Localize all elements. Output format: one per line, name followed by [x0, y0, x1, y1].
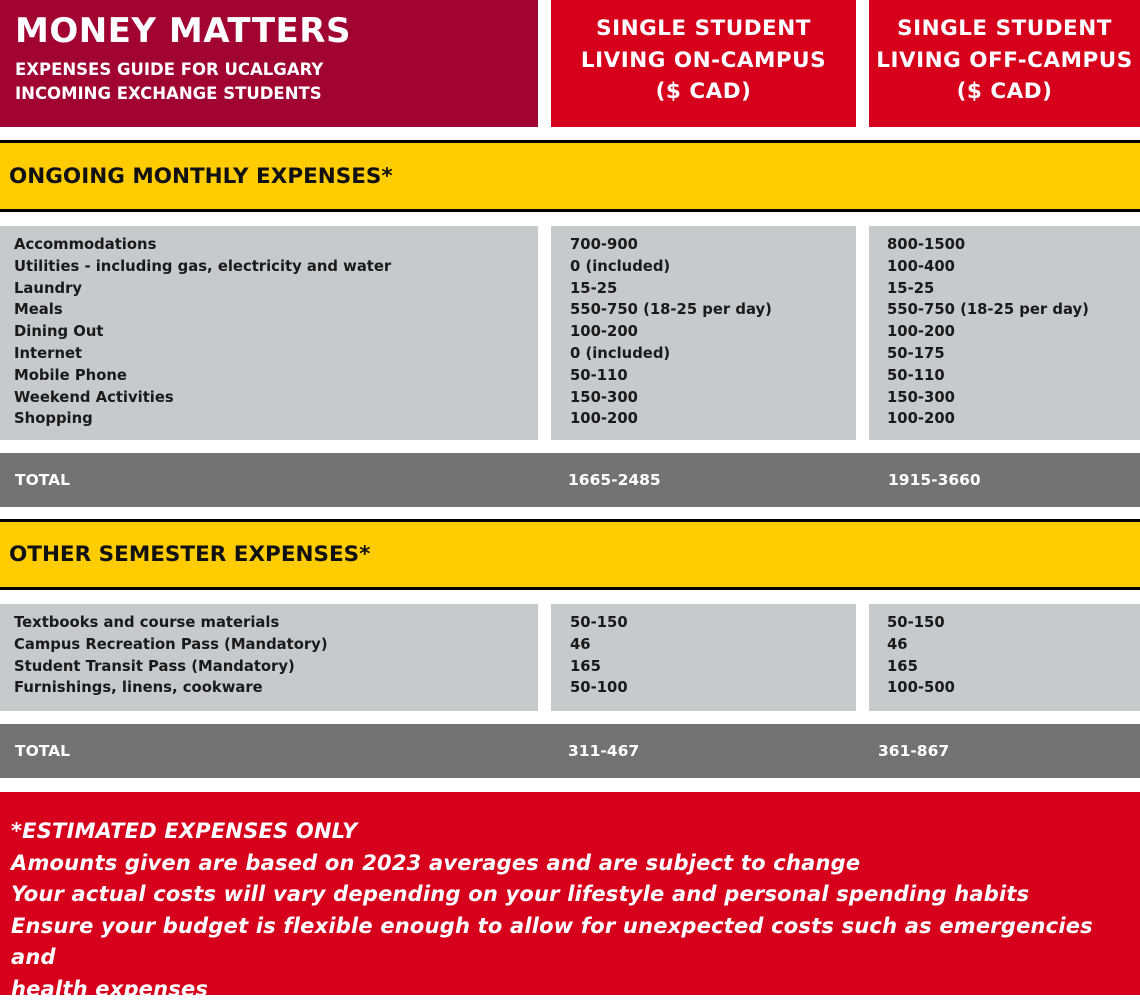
expense-label: Mobile Phone [14, 365, 538, 387]
expense-value: 15-25 [570, 278, 856, 300]
expense-value: 15-25 [887, 278, 1140, 300]
disclaimer-line: health expenses [11, 974, 1110, 1005]
column-header-line: ($ CAD) [551, 76, 856, 108]
disclaimer-line: Your actual costs will vary depending on your lifestyle and personal spending habits [11, 879, 1110, 911]
column-header-line: SINGLE STUDENT [551, 13, 856, 45]
subtitle-line: EXPENSES GUIDE FOR UCALGARY [15, 58, 355, 82]
total-on-campus: 1665-2485 [568, 453, 661, 507]
expense-value: 150-300 [570, 387, 856, 409]
total-off-campus: 1915-3660 [888, 453, 981, 507]
disclaimer-line: Ensure your budget is flexible enough to allow for unexpected costs such as emergencies and [11, 911, 1110, 974]
expense-value: 100-200 [887, 408, 1140, 430]
expense-label: Shopping [14, 408, 538, 430]
expense-value: 165 [570, 656, 856, 678]
expense-label: Textbooks and course materials [14, 612, 538, 634]
total-label: TOTAL [15, 453, 70, 507]
expense-label: Laundry [14, 278, 538, 300]
monthly-off-campus-column [869, 226, 1140, 440]
semester-off-campus-column [869, 604, 1140, 711]
expense-value: 100-200 [570, 408, 856, 430]
expense-label: Furnishings, linens, cookware [14, 677, 538, 699]
expense-value: 165 [887, 656, 1140, 678]
column-header-on-campus [551, 0, 856, 127]
expense-value: 0 (included) [570, 343, 856, 365]
monthly-on-campus-column [551, 226, 856, 440]
page-subtitle [15, 58, 355, 106]
expense-value: 50-175 [887, 343, 1140, 365]
expense-value: 50-100 [570, 677, 856, 699]
expense-label: Internet [14, 343, 538, 365]
disclaimer-line: *ESTIMATED EXPENSES ONLY [11, 816, 1110, 848]
total-on-campus: 311-467 [568, 724, 639, 778]
expense-label: Campus Recreation Pass (Mandatory) [14, 634, 538, 656]
total-label: TOTAL [15, 724, 70, 778]
expense-value: 100-200 [887, 321, 1140, 343]
expense-label: Utilities - including gas, electricity and water [14, 256, 538, 278]
expense-label: Accommodations [14, 234, 538, 256]
disclaimer-block [0, 792, 1140, 995]
expense-value: 100-400 [887, 256, 1140, 278]
semester-on-campus-column [551, 604, 856, 711]
total-off-campus: 361-867 [878, 724, 949, 778]
expense-value: 50-150 [887, 612, 1140, 634]
expense-value: 0 (included) [570, 256, 856, 278]
disclaimer-line: Amounts given are based on 2023 averages and are subject to change [11, 848, 1110, 880]
expense-value: 100-500 [887, 677, 1140, 699]
column-header-line: LIVING ON-CAMPUS [551, 45, 856, 77]
monthly-total-row [0, 453, 1140, 507]
page-title: MONEY MATTERS [15, 10, 538, 52]
subtitle-line: INCOMING EXCHANGE STUDENTS [15, 82, 355, 106]
expense-label: Meals [14, 299, 538, 321]
expense-value: 50-110 [887, 365, 1140, 387]
expense-value: 150-300 [887, 387, 1140, 409]
column-header-line: SINGLE STUDENT [869, 13, 1140, 45]
section-heading-monthly: ONGOING MONTHLY EXPENSES* [0, 140, 1140, 212]
expense-value: 46 [570, 634, 856, 656]
expense-value: 800-1500 [887, 234, 1140, 256]
expense-value: 700-900 [570, 234, 856, 256]
section-heading-semester: OTHER SEMESTER EXPENSES* [0, 519, 1140, 590]
expense-value: 550-750 (18-25 per day) [887, 299, 1140, 321]
semester-labels-column [0, 604, 538, 711]
expense-value: 46 [887, 634, 1140, 656]
column-header-line: LIVING OFF-CAMPUS [869, 45, 1140, 77]
header-title-block [0, 0, 538, 127]
expense-value: 50-110 [570, 365, 856, 387]
expense-value: 100-200 [570, 321, 856, 343]
column-header-line: ($ CAD) [869, 76, 1140, 108]
expense-value: 550-750 (18-25 per day) [570, 299, 856, 321]
column-header-off-campus [869, 0, 1140, 127]
semester-total-row [0, 724, 1140, 778]
expense-label: Weekend Activities [14, 387, 538, 409]
expense-value: 50-150 [570, 612, 856, 634]
monthly-labels-column [0, 226, 538, 440]
expense-label: Dining Out [14, 321, 538, 343]
expense-label: Student Transit Pass (Mandatory) [14, 656, 538, 678]
